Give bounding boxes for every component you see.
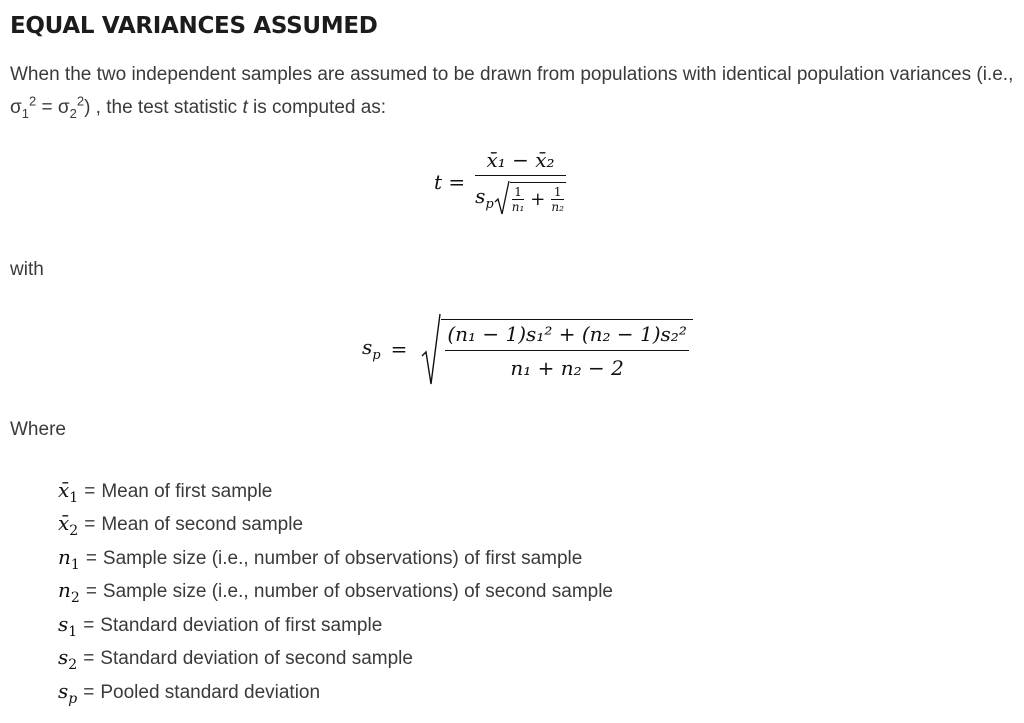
sp-formula-numerator: (n₁ − 1)s₁² + (n₂ − 1)s₂² (447, 321, 687, 346)
sp-formula-fraction (445, 322, 688, 380)
t-formula-sp: $s_p$ (475, 184, 494, 212)
definition-item: $s_1$ = Standard deviation of first sample (58, 611, 383, 640)
t-formula-numerator: x̄₁ − x̄₂ (486, 148, 555, 172)
section-heading: EQUAL VARIANCES ASSUMED (10, 13, 378, 39)
definition-text: Mean of second sample (101, 514, 304, 536)
definition-symbol: $x̄_1$ (58, 477, 79, 506)
definition-symbol: $n_2$ (58, 578, 80, 607)
intro-text-2: = σ (36, 97, 70, 118)
sp-formula-radical (421, 312, 692, 386)
definition-text: Pooled standard deviation (100, 681, 321, 703)
definition-symbol: $s_1$ (58, 611, 78, 640)
definition-symbol: $s_p$ (58, 678, 78, 707)
intro-sub-2: 2 (69, 105, 77, 121)
with-label: with (10, 259, 44, 280)
t-formula-lhs: t = (434, 170, 466, 194)
definition-text: Sample size (i.e., number of observations) of first sample (102, 547, 583, 569)
t-formula-radical: $\frac{1}{\text{n₁}}$ + $\frac{1}{\text{n₂}}$ (494, 180, 566, 216)
definition-text: Standard deviation of second sample (100, 648, 413, 670)
definitions-list (58, 475, 613, 710)
intro-t-symbol: t (242, 97, 248, 118)
intro-sup-1: 2 (28, 93, 37, 109)
intro-text-1: When the two independent samples are assumed to be drawn from populations with identical population variances (i.e., σ (10, 64, 1014, 118)
definition-item: $x̄_2$ = Mean of second sample (58, 511, 304, 540)
where-label: Where (10, 419, 66, 440)
definition-symbol: $x̄_2$ (58, 511, 79, 540)
sp-formula-denominator: n₁ + n₂ − 2 (510, 355, 624, 380)
definition-text: Standard deviation of first sample (100, 614, 383, 636)
t-formula-frac-2: $\frac{1}{\text{n₂}}$ (551, 185, 564, 214)
definition-item: $s_p$ = Pooled standard deviation (58, 678, 321, 707)
definition-symbol: $n_1$ (58, 544, 80, 573)
definition-item: $x̄_1$ = Mean of first sample (58, 477, 273, 506)
t-formula-frac-1: $\frac{1}{\text{n₁}}$ (511, 185, 525, 214)
t-formula-denominator (475, 176, 566, 216)
sp-formula-equals: = (390, 337, 408, 361)
t-statistic-formula (434, 148, 566, 216)
intro-text-4: is computed as: (247, 97, 387, 118)
t-formula-fraction (475, 148, 566, 216)
intro-sub-1: 1 (21, 105, 29, 121)
pooled-sd-formula (362, 312, 693, 386)
sp-formula-lhs: $s_p$ (362, 335, 381, 363)
intro-paragraph (10, 58, 1015, 124)
intro-sup-2: 2 (76, 93, 85, 109)
intro-text-3: ) , the test statistic (84, 97, 243, 118)
definition-text: Mean of first sample (101, 480, 273, 502)
definition-symbol: $s_2$ (58, 645, 78, 674)
definition-item: $n_1$ = Sample size (i.e., number of observations) of first sample (58, 544, 583, 573)
definition-item: $s_2$ = Standard deviation of second sample (58, 645, 413, 674)
definition-item: $n_2$ = Sample size (i.e., number of observations) of second sample (58, 578, 613, 607)
definition-text: Sample size (i.e., number of observations) of second sample (102, 581, 613, 603)
